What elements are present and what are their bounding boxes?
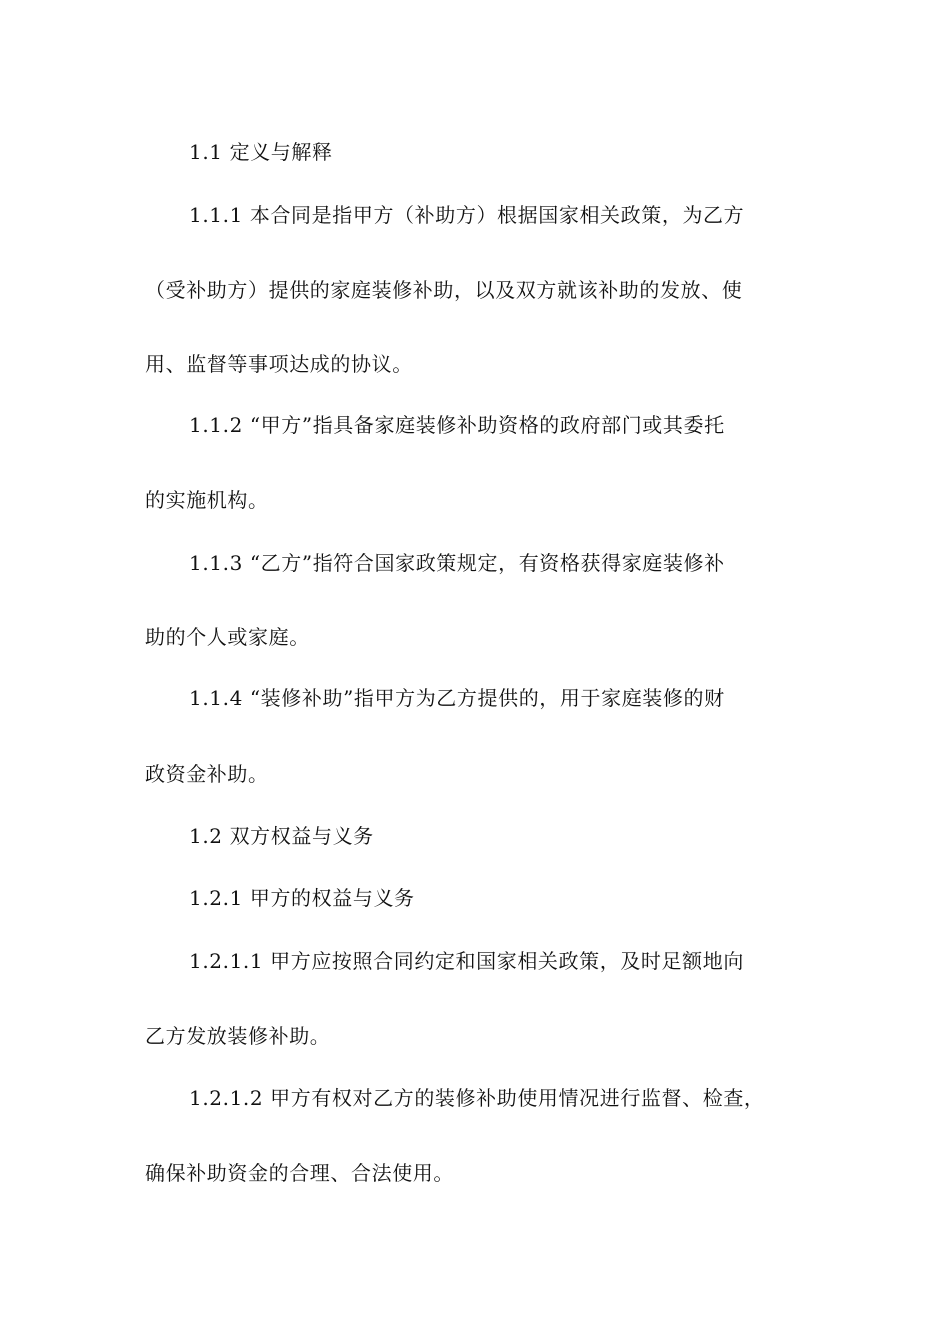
section-heading-1-2: 1.2 双方权益与义务 [189, 824, 374, 848]
clause-1-1-1-line-1: 1.1.1 本合同是指甲方（补助方）根据国家相关政策，为乙方 [189, 203, 745, 227]
clause-1-2-1-heading: 1.2.1 甲方的权益与义务 [189, 886, 415, 910]
clause-1-1-4-line-2: 政资金补助。 [145, 762, 269, 786]
clause-1-1-1-line-2: （受补助方）提供的家庭装修补助，以及双方就该补助的发放、使 [145, 278, 743, 302]
section-heading-1-1: 1.1 定义与解释 [189, 140, 333, 164]
clause-1-1-2-line-1: 1.1.2 “甲方”指具备家庭装修补助资格的政府部门或其委托 [189, 413, 725, 437]
clause-1-2-1-2-line-1: 1.2.1.2 甲方有权对乙方的装修补助使用情况进行监督、检查， [189, 1086, 765, 1110]
clause-1-1-1-line-3: 用、监督等事项达成的协议。 [145, 352, 413, 376]
clause-1-2-1-2-line-2: 确保补助资金的合理、合法使用。 [145, 1161, 454, 1185]
clause-1-1-3-line-1: 1.1.3 “乙方”指符合国家政策规定，有资格获得家庭装修补 [189, 551, 725, 575]
clause-1-1-4-line-1: 1.1.4 “装修补助”指甲方为乙方提供的，用于家庭装修的财 [189, 686, 725, 710]
clause-1-1-2-line-2: 的实施机构。 [145, 488, 269, 512]
clause-1-2-1-1-line-1: 1.2.1.1 甲方应按照合同约定和国家相关政策，及时足额地向 [189, 949, 744, 973]
clause-1-2-1-1-line-2: 乙方发放装修补助。 [145, 1024, 331, 1048]
clause-1-1-3-line-2: 助的个人或家庭。 [145, 625, 310, 649]
